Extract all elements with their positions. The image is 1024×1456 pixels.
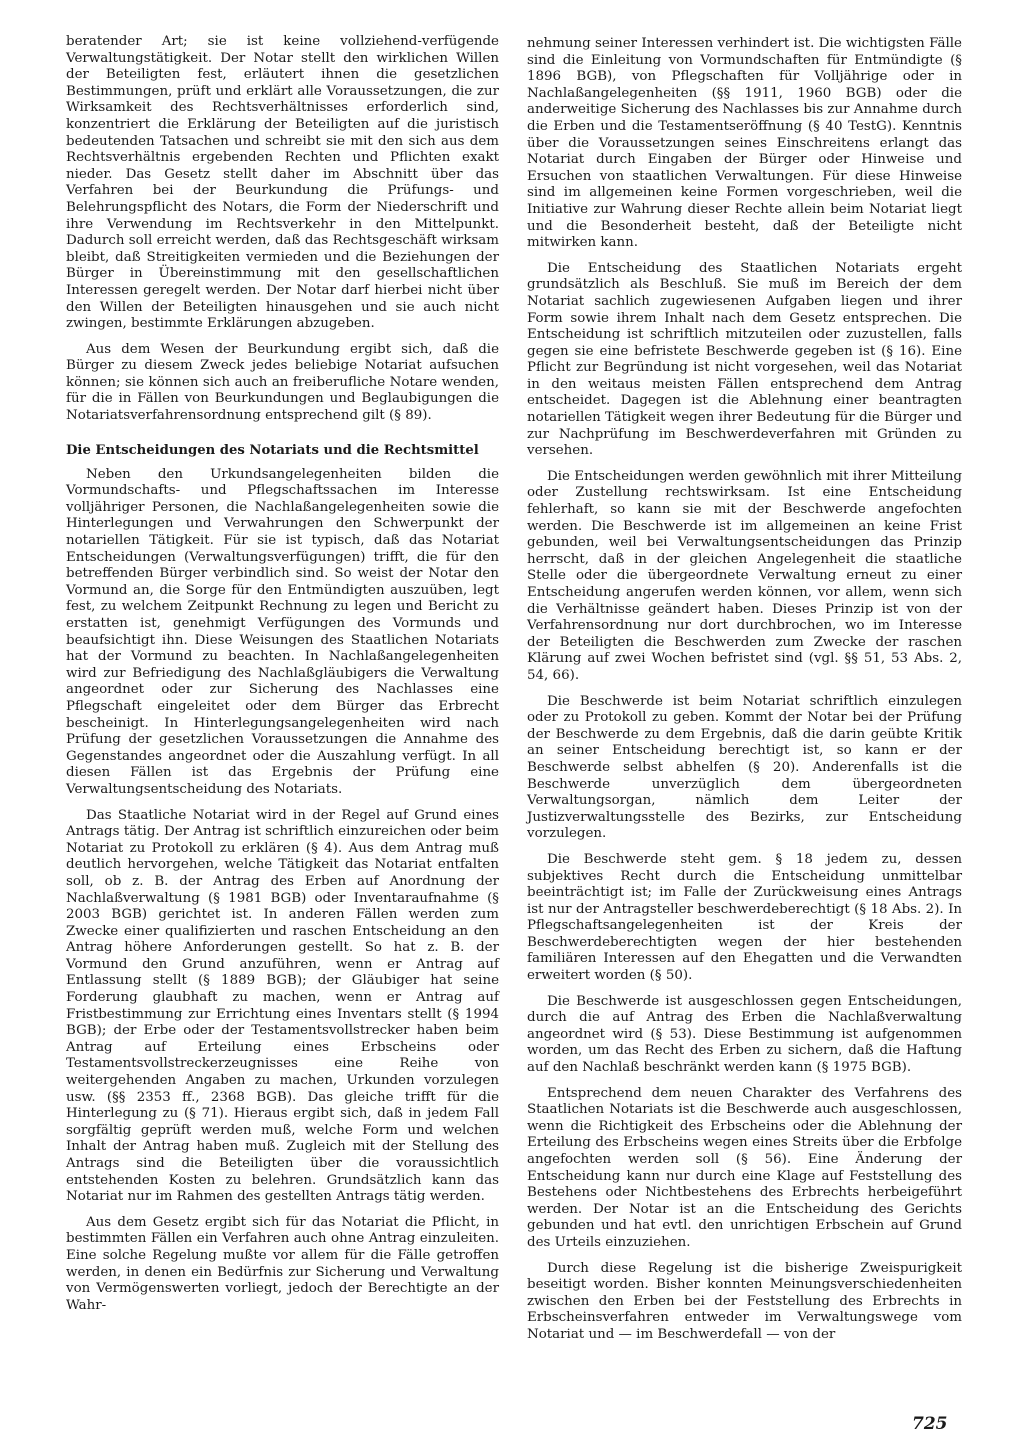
paragraph: Aus dem Wesen der Beurkundung ergibt sich, daß die Bürger zu diesem Zweck jedes beliebige Notariat aufsuchen können; sie können sich auch an freiberufliche Notare wenden, für die in Fällen von Beurkundungen und Beglaubigungen die Notariatsverfahrensordnung entsprechend gilt (§ 89). [66, 341, 499, 424]
paragraph: Die Beschwerde ist ausgeschlossen gegen Entscheidungen, durch die auf Antrag des Erben die Nachlaßverwaltung angeordnet wird (§ 53). Diese Bestimmung ist aufgenommen worden, um das Recht des Erben zu sichern, daß die Haftung auf den Nachlaß beschränkt werden kann (§ 1975 BGB). [527, 993, 962, 1076]
paragraph: Die Beschwerde ist beim Notariat schriftlich einzulegen oder zu Protokoll zu geben. Kommt der Notar bei der Prüfung der Beschwerde zu dem Ergebnis, daß die darin geübte Kritik an seiner Entscheidung berechtigt ist, so kann er der Beschwerde selbst abhelfen (§ 20). Anderenfalls ist die Beschwerde unverzüglich dem übergeordneten Verwaltungsorgan, nämlich dem Leiter der Justizverwaltungsstelle des Bezirks, zur Entscheidung vorzulegen. [527, 693, 962, 842]
left-column [66, 34, 499, 1323]
paragraph: nehmung seiner Interessen verhindert ist. Die wichtigsten Fälle sind die Einleitung von Vormundschaften für Entmündigte (§ 1896 BGB), von Pflegschaften für Volljährige oder in Nachlaßangelegenheiten (§§ 1911, 1960 BGB) oder die anderweitige Sicherung des Nachlasses bis zur Annahme durch die Erben und die Testamentseröffnung (§ 40 TestG). Kenntnis über die Voraussetzungen seines Einschreitens erlangt das Notariat durch Eingaben der Bürger oder Hinweise und Ersuchen von staatlichen Verwaltungen. Für diese Hinweise sind im allgemeinen keine Formen vorgeschrieben, weil die Initiative zur Wahrung dieser Rechte allein beim Notariat liegt und die Besonderheit besteht, daß der Beteiligte nicht mitwirken kann. [527, 36, 962, 251]
paragraph: Durch diese Regelung ist die bisherige Zweispurigkeit beseitigt worden. Bisher konnten Meinungsverschiedenheiten zwischen den Erben bei der Feststellung des Erbrechts in Erbscheinsverfahren entweder im Verwaltungswege vom Notariat und — im Beschwerdefall — von der [527, 1260, 962, 1342]
paragraph: Aus dem Gesetz ergibt sich für das Notariat die Pflicht, in bestimmten Fällen ein Verfahren auch ohne Antrag einzuleiten. Eine solche Regelung mußte vor allem für die Fälle getroffen werden, in denen ein Bedürfnis zur Sicherung und Verwaltung von Vermögenswerten vorliegt, jedoch der Berechtigte an der Wahr- [66, 1214, 499, 1313]
page-number: 725 [912, 1414, 948, 1434]
paragraph: Das Staatliche Notariat wird in der Regel auf Grund eines Antrags tätig. Der Antrag ist schriftlich einzureichen oder beim Notariat zu Protokoll zu erklären (§ 4). Aus dem Antrag muß deutlich hervorgehen, welche Tätigkeit das Notariat entfalten soll, ob z. B. der Antrag des Erben auf Anordnung der Nachlaßverwaltung (§ 1981 BGB) oder Inventaraufnahme (§ 2003 BGB) gerichtet ist. In anderen Fällen werden zum Zwecke einer qualifizierten und raschen Entscheidung an den Antrag höhere Anforderungen gestellt. So hat z. B. der Vormund den Grund anzuführen, wenn er Antrag auf Entlassung stellt (§ 1889 BGB); der Gläubiger hat seine Forderung glaubhaft zu machen, wenn er Antrag auf Fristbestimmung zur Errichtung eines Inventars stellt (§ 1994 BGB); der Erbe oder der Testamentsvollstrecker haben beim Antrag auf Erteilung eines Erbscheins oder Testamentsvollstreckerzeugnisses eine Reihe von weitergehenden Angaben zu machen, Urkunden vorzulegen usw. (§§ 2353 ff., 2368 BGB). Das gleiche trifft für die Hinterlegung zu (§ 71). Hieraus ergibt sich, daß in jedem Fall sorgfältig geprüft werden muß, welche Form und welchen Inhalt der Antrag haben muß. Zugleich mit der Stellung des Antrags sind die Beteiligten über die voraussichtlich entstehenden Kosten zu belehren. Grundsätzlich kann das Notariat nur im Rahmen des gestellten Antrags tätig werden. [66, 807, 499, 1205]
section-heading: Die Entscheidungen des Notariats und die Rechtsmittel [66, 442, 479, 458]
paragraph: Entsprechend dem neuen Charakter des Verfahrens des Staatlichen Notariats ist die Beschwerde auch ausgeschlossen, wenn die Richtigkeit des Erbscheins oder die Ablehnung der Erteilung des Erbscheins wegen eines Streits über die Erbfolge angefochten werden soll (§ 56). Eine Änderung der Entscheidung kann nur durch eine Klage auf Feststellung des Bestehens oder Nichtbestehens des Erbrechts herbeigeführt werden. Der Notar ist an die Entscheidung des Gerichts gebunden und hat evtl. den unrichtigen Erbschein auf Grund des Urteils einzuziehen. [527, 1085, 962, 1250]
paragraph: beratender Art; sie ist keine vollziehend-verfügende Verwaltungstätigkeit. Der Notar stellt den wirklichen Willen der Beteiligten fest, erläutert ihnen die gesetzlichen Bestimmungen, prüft und erklärt alle Voraussetzungen, die zur Wirksamkeit des Rechtsverhältnisses erforderlich sind, konzentriert die Erklärung der Beteiligten auf die juristisch bedeutenden Tatsachen und schreibt sie mit den sich aus dem Rechtsverhältnis ergebenden Rechten und Pflichten exakt nieder. Das Gesetz stellt daher im Abschnitt über das Verfahren bei der Beurkundung die Prüfungs- und Belehrungspflicht des Notars, die Form der Niederschrift und ihre Verwendung im Rechtsverkehr in den Mittelpunkt. Dadurch soll erreicht werden, daß das Rechtsgeschäft wirksam bleibt, daß Streitigkeiten vermieden und die Beziehungen der Bürger in Übereinstimmung mit den gesellschaftlichen Interessen geregelt werden. Der Notar darf hierbei nicht über den Willen der Beteiligten hinausgehen und sie auch nicht zwingen, bestimmte Erklärungen abzugeben. [66, 34, 499, 332]
paragraph: Die Entscheidungen werden gewöhnlich mit ihrer Mitteilung oder Zustellung rechtswirksam. Ist eine Entscheidung fehlerhaft, so kann sie mit der Beschwerde angefochten werden. Die Beschwerde ist im allgemeinen an keine Frist gebunden, weil bei Verwaltungsentscheidungen das Prinzip herrscht, daß in der gleichen Angelegenheit die staatliche Stelle oder die übergeordnete Verwaltung erneut zu einer Entscheidung angerufen werden können, vor allem, wenn sich die Verhältnisse geändert haben. Dieses Prinzip ist von der Verfahrensordnung nur dort durchbrochen, wo im Interesse der Beteiligten die Beschwerden zum Zwecke der raschen Klärung auf zwei Wochen befristet sind (vgl. §§ 51, 53 Abs. 2, 54, 66). [527, 468, 962, 683]
right-column [527, 36, 962, 1353]
paragraph: Die Entscheidung des Staatlichen Notariats ergeht grundsätzlich als Beschluß. Sie muß im Bereich der dem Notariat sachlich zugewiesenen Aufgaben liegen und ihrer Form sowie ihrem Inhalt nach dem Gesetz entsprechen. Die Entscheidung ist schriftlich mitzuteilen oder zuzustellen, falls gegen sie eine befristete Beschwerde gegeben ist (§ 16). Eine Pflicht zur Begründung ist nicht vorgesehen, weil das Notariat in den weitaus meisten Fällen entsprechend dem Antrag entscheidet. Dagegen ist die Ablehnung einer beantragten notariellen Tätigkeit wegen ihrer Bedeutung für die Bürger und zur Nachprüfung im Beschwerdeverfahren mit Gründen zu versehen. [527, 260, 962, 459]
paragraph: Die Beschwerde steht gem. § 18 jedem zu, dessen subjektives Recht durch die Entscheidung unmittelbar beeinträchtigt ist; im Falle der Zurückweisung eines Antrags ist nur der Antragsteller beschwerdeberechtigt (§ 18 Abs. 2). In Pflegschaftsangelegenheiten ist der Kreis der Beschwerdeberechtigten wegen der hier bestehenden familiären Interessen auf den Ehegatten und die Verwandten erweitert worden (§ 50). [527, 851, 962, 984]
paragraph: Neben den Urkundsangelegenheiten bilden die Vormundschafts- und Pflegschaftssachen im Interesse volljähriger Personen, die Nachlaßangelegenheiten sowie die Hinterlegungen und Verwahrungen den Schwerpunkt der notariellen Tätigkeit. Für sie ist typisch, daß das Notariat Entscheidungen (Verwaltungsverfügungen) trifft, die für den betreffenden Bürger verbindlich sind. So weist der Notar den Vormund an, die Sorge für den Entmündigten auszuüben, legt fest, zu welchem Zeitpunkt Rechnung zu legen und Bericht zu erstatten ist, genehmigt Verfügungen des Vormunds und beaufsichtigt ihn. Diese Weisungen des Staatlichen Notariats hat der Vormund zu beachten. In Nachlaßangelegenheiten wird zur Befriedigung des Nachlaßgläubigers die Verwaltung angeordnet oder zur Sicherung des Nachlasses eine Pflegschaft eingeleitet oder dem Bürger das Erbrecht bescheinigt. In Hinterlegungsangelegenheiten wird nach Prüfung der gesetzlichen Voraussetzungen die Annahme des Gegenstandes angeordnet oder die Auszahlung verfügt. In all diesen Fällen ist das Ergebnis der Prüfung eine Verwaltungsentscheidung des Notariats. [66, 466, 499, 797]
